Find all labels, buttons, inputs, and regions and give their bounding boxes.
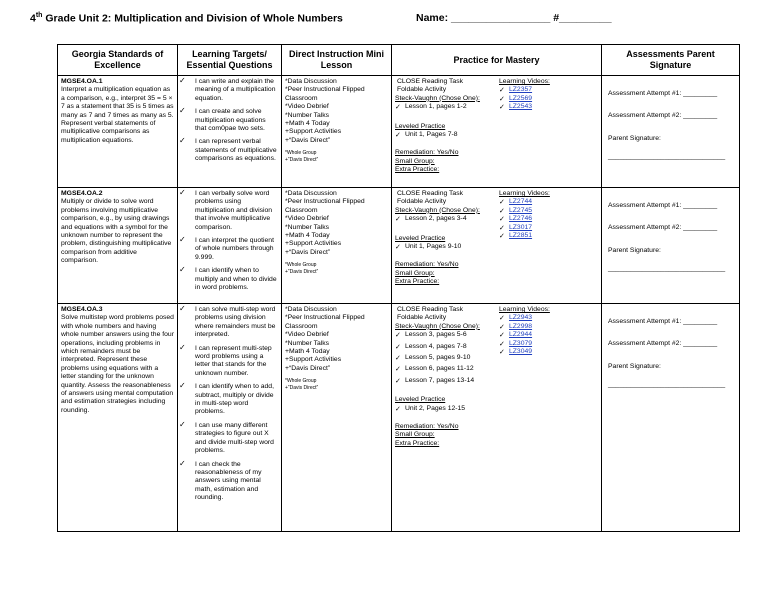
standard-text: Interpret a multiplication equation as a comparison, e.g., interpret 35 = 5 × 7 as a statement that 35 is 5 times as many as 7 and 7 times as many as 5. Represent verbal statements of multiplicative comparisons as multiplication equations.: [61, 86, 174, 144]
standard-code: MGSE4.OA.2: [61, 190, 103, 197]
direct-instruction-item: *Video Debrief: [285, 331, 329, 339]
parent-signature-line[interactable]: _______________________________: [608, 265, 726, 273]
assessment-attempt-2[interactable]: Assessment Attempt #2: _________: [608, 340, 718, 348]
direct-instruction-item: +Support Activities: [285, 356, 342, 364]
checkmark-icon: ✓: [179, 342, 186, 352]
unit-plan-table: [57, 44, 740, 532]
steck-vaughn-lesson[interactable]: ✓ Lesson 5, pages 9-10: [395, 354, 495, 362]
practice-cell: [392, 304, 602, 532]
practice-line: Steck-Vaughn (Chose One):: [395, 322, 480, 330]
video-item: [499, 198, 551, 206]
learning-target: [181, 138, 278, 163]
learning-target: [181, 78, 278, 103]
page-title: 4th Grade Unit 2: Multiplication and Division of Whole Numbers: [30, 12, 343, 25]
learning-target: [181, 383, 278, 417]
learning-target: [181, 267, 278, 292]
table-row: [58, 304, 740, 532]
learning-target-text: I can represent multi-step word problems using a letter that stands for the unknown number.: [195, 344, 272, 377]
leveled-practice-label: Leveled Practice: [395, 122, 446, 130]
practice-wrap: [395, 306, 598, 448]
leveled-practice-item[interactable]: ✓ Unit 1, Pages 9-10: [395, 243, 495, 251]
targets-cell: [178, 188, 282, 304]
learning-target-text: I can interpret the quotient of whole numbers through 9.999.: [195, 237, 274, 261]
checkmark-icon: ✓: [179, 76, 186, 85]
video-link[interactable]: LZ2357: [509, 86, 533, 94]
steck-vaughn-lesson[interactable]: ✓ Lesson 6, pages 11-12: [395, 365, 495, 373]
learning-target: [179, 342, 278, 379]
leveled-practice-label: Leveled Practice: [395, 234, 446, 242]
assessment-cell: [602, 304, 740, 532]
spacer: [395, 416, 495, 423]
direct-small-item: *Whole Group: [285, 378, 317, 385]
direct-instruction-cell: [282, 76, 392, 188]
video-item: [499, 232, 551, 240]
practice-line: Foldable Activity: [397, 314, 447, 322]
direct-instruction-item: *Video Debrief: [285, 215, 329, 223]
direct-instruction-item: *Number Talks: [285, 339, 330, 347]
spacer: [395, 115, 495, 123]
standard-text: Multiply or divide to solve word problems involving multiplicative comparison, e.g., by using drawings and equations with a symbol for the unknown number to represent the problem, distinguishing multiplicative comparison from additive comparison.: [61, 198, 172, 265]
direct-instruction-item: *Data Discussion: [285, 306, 337, 313]
video-item: [499, 331, 551, 339]
direct-instruction-item: *Peer Instructional Flipped Classroom: [285, 198, 365, 214]
steck-vaughn-lesson[interactable]: ✓ Lesson 4, pages 7-8: [395, 343, 495, 351]
practice-line: Foldable Activity: [397, 198, 447, 206]
table-row: [58, 188, 740, 304]
spacer: [395, 227, 495, 235]
practice-line: Foldable Activity: [397, 86, 447, 94]
assessment-cell: [602, 76, 740, 188]
small-group-field[interactable]: Small Group:: [395, 431, 435, 439]
remediation-field[interactable]: Remediation: Yes/No: [395, 423, 459, 431]
direct-instruction-item: +Math 4 Today: [285, 232, 330, 240]
parent-signature-label: Parent Signature:: [608, 134, 661, 142]
learning-videos: [499, 78, 551, 112]
video-item: [499, 207, 551, 215]
practice-line: Steck-Vaughn (Chose One):: [395, 94, 480, 102]
video-link[interactable]: LZ2746: [509, 215, 533, 223]
video-link[interactable]: LZ2943: [509, 314, 533, 322]
learning-videos-label: Learning Videos:: [499, 78, 550, 85]
learning-target-text: I can create and solve multiplication equations that com0pae two sets.: [195, 108, 266, 133]
direct-small-item: +“Davis Direct”: [285, 268, 319, 275]
video-link[interactable]: LZ2745: [509, 206, 533, 214]
assessment-attempt-1[interactable]: Assessment Attempt #1: _________: [608, 90, 718, 97]
video-item: [499, 224, 551, 232]
checkmark-icon: ✓: [179, 419, 186, 429]
leveled-practice-label: Leveled Practice: [395, 396, 446, 404]
video-item: [499, 314, 551, 322]
direct-small-item: +“Davis Direct”: [285, 384, 319, 391]
learning-videos-label: Learning Videos:: [499, 190, 550, 197]
learning-target-text: I can write and explain the meaning of a multiplication equation.: [195, 78, 276, 102]
standard-code: MGSE4.OA.3: [61, 306, 103, 313]
video-item: [499, 215, 551, 223]
direct-small-item: *Whole Group: [285, 150, 317, 157]
direct-small-item: +“Davis Direct”: [285, 156, 319, 163]
video-link[interactable]: LZ3079: [509, 339, 533, 347]
col-header-assess: Assessments Parent Signature: [602, 45, 740, 76]
direct-instruction-item: *Data Discussion: [285, 78, 337, 85]
direct-instruction-cell: [282, 304, 392, 532]
small-group-field[interactable]: Small Group:: [395, 157, 435, 165]
video-link[interactable]: LZ2744: [509, 198, 533, 206]
learning-target: [181, 237, 278, 262]
leveled-practice-item[interactable]: ✓ Unit 1, Pages 7-8: [395, 131, 495, 139]
direct-instruction-item: +Math 4 Today: [285, 348, 330, 356]
checkmark-icon: ✓: [179, 265, 186, 275]
steck-vaughn-lesson[interactable]: ✓ Lesson 7, pages 13-14: [395, 377, 495, 385]
practice-wrap: [395, 78, 598, 175]
checkmark-icon: ✓: [179, 458, 186, 468]
col-header-standards: Georgia Standards of Excellence: [58, 45, 178, 76]
steck-vaughn-lesson[interactable]: ✓ Lesson 3, pages 5-6: [395, 331, 495, 339]
spacer: [395, 142, 495, 149]
assessment-attempt-1[interactable]: Assessment Attempt #1: _________: [608, 318, 718, 325]
page-header: [30, 12, 738, 28]
extra-practice-field[interactable]: Extra Practice:: [395, 278, 440, 286]
learning-target: [181, 108, 278, 133]
standard-cell: [58, 76, 178, 188]
targets-cell: [178, 76, 282, 188]
extra-practice-field[interactable]: Extra Practice:: [395, 166, 440, 174]
standard-cell: [58, 304, 178, 532]
learning-videos-label: Learning Videos:: [499, 306, 550, 313]
checkmark-icon: ✓: [179, 304, 186, 313]
checkmark-icon: ✓: [179, 136, 186, 146]
direct-instruction-item: *Data Discussion: [285, 190, 337, 197]
practice-left: [395, 78, 495, 175]
video-item: [499, 340, 551, 348]
parent-signature-label: Parent Signature:: [608, 246, 661, 254]
direct-small-note: [285, 262, 388, 275]
assessment-cell: [602, 188, 740, 304]
practice-cell: [392, 188, 602, 304]
small-group-field[interactable]: Small Group:: [395, 269, 435, 277]
direct-instruction-item: *Video Debrief: [285, 103, 329, 111]
checkmark-icon: ✓: [179, 188, 186, 197]
direct-small-item: *Whole Group: [285, 262, 317, 269]
practice-cell: [392, 76, 602, 188]
direct-small-note: [285, 378, 388, 391]
spacer: [395, 388, 495, 396]
checkmark-icon: ✓: [179, 106, 186, 116]
practice-left: [395, 190, 495, 287]
targets-cell: [178, 304, 282, 532]
parent-signature-line[interactable]: _______________________________: [608, 381, 726, 389]
parent-signature-label: Parent Signature:: [608, 362, 661, 370]
col-header-practice: Practice for Mastery: [392, 45, 602, 76]
col-header-direct: Direct Instruction Mini Lesson: [282, 45, 392, 76]
video-item: [499, 95, 551, 103]
spacer: [395, 254, 495, 261]
practice-line: CLOSE Reading Task: [397, 306, 463, 313]
checkmark-icon: ✓: [179, 381, 186, 391]
learning-target: [181, 190, 278, 232]
learning-target-text: I can check the reasonableness of my answers using mental math, estimation and rounding.: [195, 460, 262, 502]
video-item: [499, 323, 551, 331]
direct-instruction-item: +Support Activities: [285, 240, 342, 248]
video-link[interactable]: LZ2543: [509, 103, 533, 111]
learning-target: [179, 419, 278, 456]
extra-practice-field[interactable]: Extra Practice:: [395, 439, 440, 447]
video-link[interactable]: LZ2851: [509, 232, 533, 240]
standard-code: MGSE4.OA.1: [61, 78, 103, 85]
col-header-targets: Learning Targets/ Essential Questions: [178, 45, 282, 76]
practice-line: CLOSE Reading Task: [397, 190, 463, 197]
learning-target-text: I can use many different strategies to figure out X and divide multi-step word problems.: [195, 421, 274, 455]
table-row: [58, 76, 740, 188]
learning-videos: [499, 306, 551, 356]
assessment-attempt-2[interactable]: Assessment Attempt #2: _________: [608, 112, 718, 120]
direct-instruction-item: +Support Activities: [285, 128, 342, 136]
learning-target-text: I can identify when to multiply and when to divide in word problems.: [195, 267, 277, 292]
assessment-attempt-2[interactable]: Assessment Attempt #2: _________: [608, 224, 718, 232]
practice-left: [395, 306, 495, 448]
direct-instruction-item: +Math 4 Today: [285, 120, 330, 128]
learning-target-text: I can represent verbal statements of multiplicative comparisons as equations.: [195, 138, 277, 163]
direct-instruction-item: *Number Talks: [285, 223, 330, 231]
direct-instruction-item: +“Davis Direct”: [285, 364, 331, 372]
video-item: [499, 348, 551, 356]
learning-target-text: I can identify when to add, subtract, multiply or divide in multi-step word problems.: [195, 383, 274, 416]
standard-cell: [58, 188, 178, 304]
learning-target-text: I can solve multi-step word problems using division where remainders must be interpreted.: [195, 306, 276, 339]
learning-videos: [499, 190, 551, 240]
practice-wrap: [395, 190, 598, 287]
direct-small-note: [285, 150, 388, 163]
direct-instruction-item: +“Davis Direct”: [285, 248, 331, 256]
video-item: [499, 103, 551, 111]
remediation-field[interactable]: Remediation: Yes/No: [395, 261, 459, 269]
table-header-row: [58, 45, 740, 76]
video-link[interactable]: LZ2569: [509, 94, 533, 102]
video-item: [499, 86, 551, 94]
video-link[interactable]: LZ3049: [509, 348, 533, 356]
direct-instruction-item: +“Davis Direct”: [285, 136, 331, 144]
learning-target: [179, 458, 278, 503]
direct-instruction-cell: [282, 188, 392, 304]
standard-text: Solve multistep word problems posed with whole numbers and having whole number answers using the four operations, including problems in which remainders must be interpreted. Represent these problems using equations with a letter standing for the unknown quantity. Assess the reasonableness of answers using mental computation and estimation strategies including rounding.: [61, 314, 174, 414]
steck-vaughn-lesson[interactable]: ✓ Lesson 1, pages 1-2: [395, 103, 495, 111]
video-link[interactable]: LZ2998: [509, 322, 533, 330]
remediation-field[interactable]: Remediation: Yes/No: [395, 149, 459, 157]
checkmark-icon: ✓: [179, 235, 186, 245]
video-link[interactable]: LZ3017: [509, 223, 533, 231]
name-number-field[interactable]: Name: _________________ #_________: [416, 12, 612, 24]
direct-instruction-item: *Peer Instructional Flipped Classroom: [285, 314, 365, 330]
learning-target-text: I can verbally solve word problems using multiplication and division that involve multiplicative comparison.: [195, 190, 273, 231]
learning-target: [181, 306, 278, 340]
parent-signature-line[interactable]: _______________________________: [608, 153, 726, 161]
steck-vaughn-lesson[interactable]: ✓ Lesson 2, pages 3-4: [395, 215, 495, 223]
video-link[interactable]: LZ2944: [509, 331, 533, 339]
direct-instruction-item: *Peer Instructional Flipped Classroom: [285, 86, 365, 102]
direct-instruction-item: *Number Talks: [285, 111, 330, 119]
practice-line: Steck-Vaughn (Chose One):: [395, 206, 480, 214]
assessment-attempt-1[interactable]: Assessment Attempt #1: _________: [608, 202, 718, 209]
practice-line: CLOSE Reading Task: [397, 78, 463, 85]
leveled-practice-item[interactable]: ✓ Unit 2, Pages 12-15: [395, 405, 495, 413]
